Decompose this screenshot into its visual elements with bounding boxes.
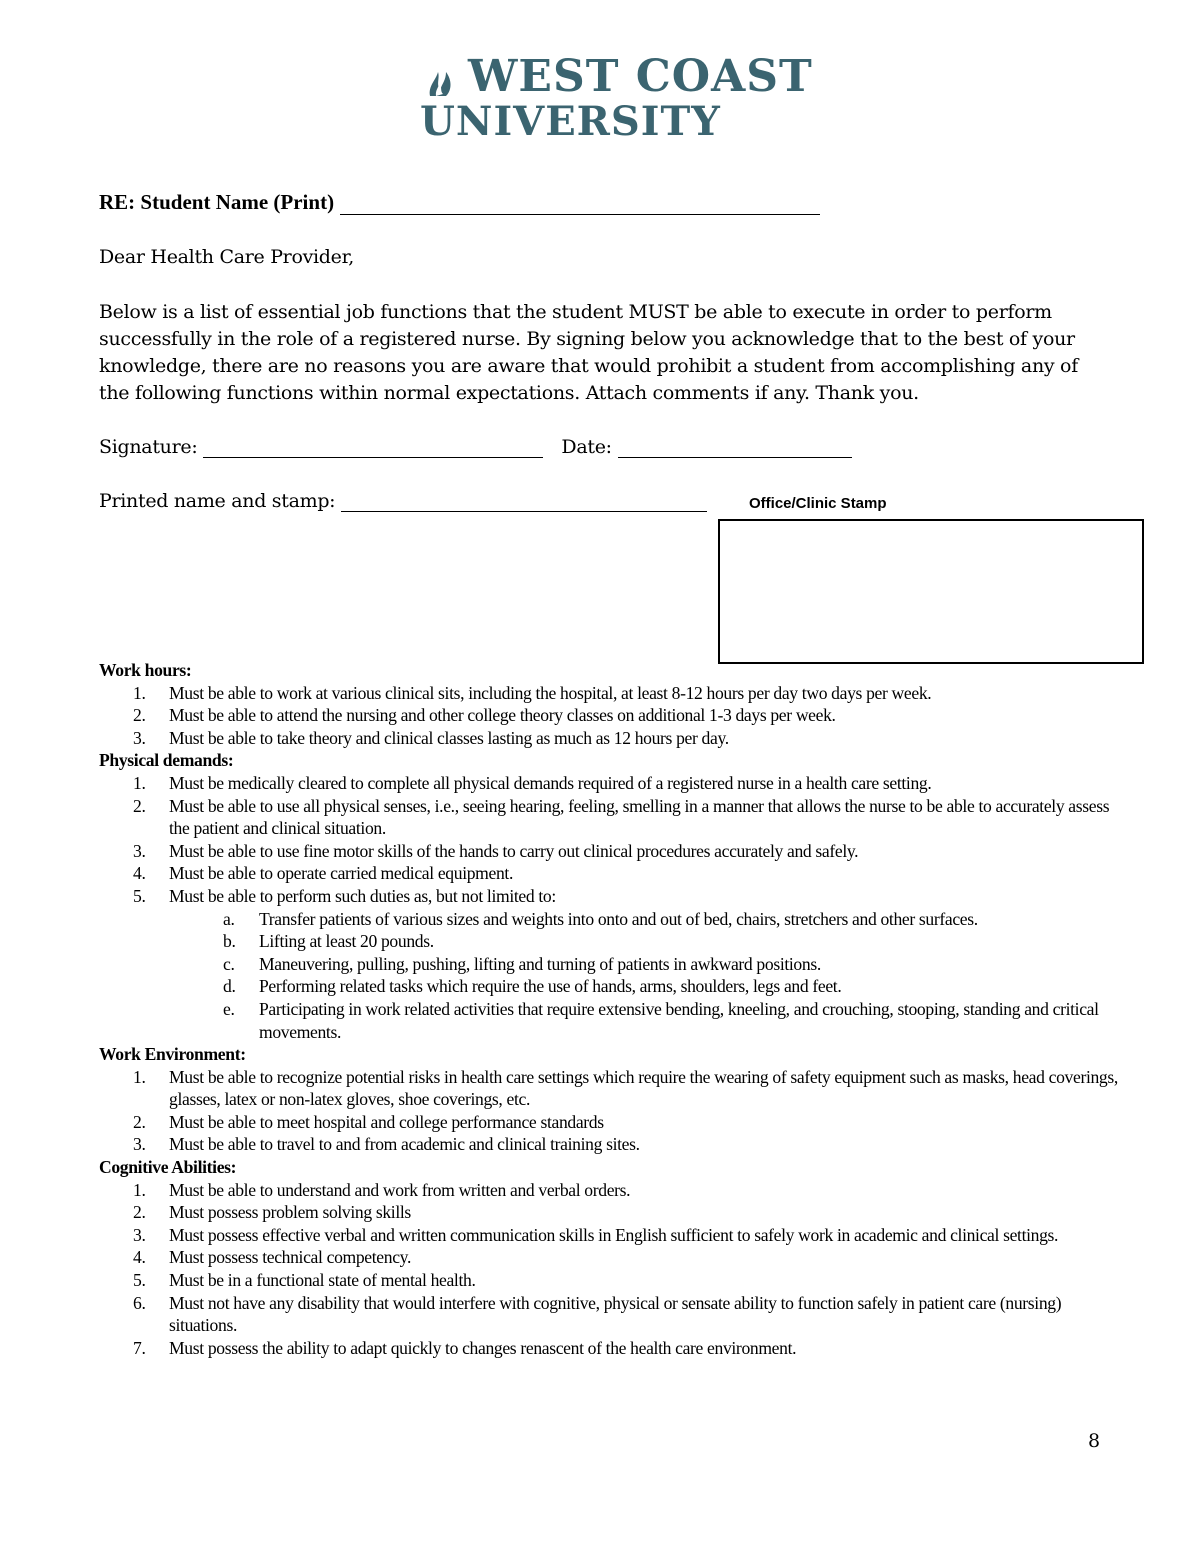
item-number: 3. — [133, 840, 146, 861]
item-text: Must possess the ability to adapt quickly to changes renascent of the health care environment. — [169, 1337, 797, 1358]
section-heading: Work hours: — [99, 660, 192, 680]
item-number: 1. — [133, 1066, 146, 1087]
student-name-label: RE: Student Name (Print) — [99, 190, 335, 214]
date-blank[interactable] — [618, 439, 852, 458]
item-number: 4. — [133, 863, 146, 884]
signature-blank[interactable] — [203, 439, 543, 458]
list-item — [99, 1224, 1119, 1247]
item-number: 3. — [133, 1134, 146, 1155]
list-item — [99, 1292, 1119, 1337]
logo-line1: WEST COAST — [468, 51, 813, 102]
list-item — [99, 840, 1119, 863]
list-item — [99, 1133, 1119, 1156]
item-number: 2. — [133, 705, 146, 726]
sub-list-item — [99, 908, 1119, 931]
item-number: 3. — [133, 1224, 146, 1245]
intro-paragraph: Below is a list of essential job functions that the student MUST be able to execute in order to perform successfully in the role of a registered nurse. By signing below you acknowledge that to the best of your knowledge, there are no reasons you are aware that would prohibit a student from accomplishing any of the following functions within normal expectations. Attach comments if any. Thank you. — [99, 301, 1078, 404]
list-item — [99, 1201, 1119, 1224]
printed-name-blank[interactable] — [341, 493, 707, 512]
list-item — [99, 1066, 1119, 1111]
subitem-letter: b. — [223, 931, 236, 952]
item-number: 5. — [133, 1270, 146, 1291]
salutation: Dear Health Care Provider, — [99, 246, 355, 268]
item-number: 5. — [133, 885, 146, 906]
list-item — [99, 862, 1119, 885]
item-number: 2. — [133, 795, 146, 816]
date-label: Date: — [561, 436, 612, 458]
list-item — [99, 772, 1119, 795]
item-number: 7. — [133, 1337, 146, 1358]
requirements-list — [99, 659, 1119, 1359]
item-text: Must possess problem solving skills — [169, 1202, 411, 1223]
item-number: 2. — [133, 1202, 146, 1223]
university-logo — [420, 51, 813, 145]
item-text: Must be able to meet hospital and college performance standards — [169, 1111, 604, 1132]
signature-label: Signature: — [99, 436, 198, 458]
item-text: Must be able to understand and work from written and verbal orders. — [169, 1179, 631, 1200]
subitem-text: Transfer patients of various sizes and weights into onto and out of bed, chairs, stretchers and other surfaces. — [259, 908, 978, 929]
subitem-text: Maneuvering, pulling, pushing, lifting and turning of patients in awkward positions. — [259, 953, 821, 974]
item-number: 1. — [133, 1179, 146, 1200]
item-text: Must be able to travel to and from academic and clinical training sites. — [169, 1134, 640, 1155]
list-item — [99, 1269, 1119, 1292]
item-text: Must be able to use all physical senses, i.e., seeing hearing, feeling, smelling in a manner that allows the nurse to be able to accurately assess the patient and clinical situation. — [169, 795, 1110, 839]
item-text: Must be able to work at various clinical sits, including the hospital, at least 8-12 hours per day two days per week. — [169, 682, 932, 703]
item-text: Must be able to take theory and clinical classes lasting as much as 12 hours per day. — [169, 727, 729, 748]
flame-icon — [422, 60, 462, 100]
student-name-blank[interactable] — [340, 194, 820, 215]
section-heading: Cognitive Abilities: — [99, 1157, 237, 1178]
item-text: Must possess technical competency. — [169, 1247, 412, 1268]
subitem-text: Performing related tasks which require the use of hands, arms, shoulders, legs and feet. — [259, 976, 842, 997]
item-text: Must be medically cleared to complete all physical demands required of a registered nurse in a health care setting. — [169, 772, 932, 793]
list-item — [99, 795, 1119, 840]
item-number: 3. — [133, 727, 146, 748]
item-text: Must be able to attend the nursing and other college theory classes on additional 1-3 days per week. — [169, 705, 836, 726]
page-number: 8 — [1088, 1430, 1101, 1452]
item-text: Must possess effective verbal and written communication skills in English sufficient to safely work in academic and clinical settings. — [169, 1224, 1059, 1245]
subitem-letter: d. — [223, 976, 236, 997]
subitem-letter: e. — [223, 998, 235, 1019]
logo-line2: UNIVERSITY — [420, 98, 721, 145]
printed-name-row — [99, 490, 707, 512]
list-item — [99, 1111, 1119, 1134]
item-text: Must not have any disability that would interfere with cognitive, physical or sensate ability to function safely in patient care (nursing) situations. — [169, 1292, 1062, 1336]
list-item — [99, 1337, 1119, 1360]
item-number: 6. — [133, 1292, 146, 1313]
item-number: 1. — [133, 682, 146, 703]
student-name-field — [99, 190, 820, 215]
sub-list-item — [99, 975, 1119, 998]
sub-list-item — [99, 998, 1119, 1043]
sub-list-item — [99, 930, 1119, 953]
item-text: Must be able to perform such duties as, but not limited to: — [169, 885, 556, 906]
list-item — [99, 727, 1119, 750]
item-text: Must be able to use fine motor skills of the hands to carry out clinical procedures accurately and safely. — [169, 840, 859, 861]
item-text: Must be in a functional state of mental health. — [169, 1270, 476, 1291]
subitem-letter: c. — [223, 953, 235, 974]
list-item — [99, 1179, 1119, 1202]
stamp-label: Office/Clinic Stamp — [749, 495, 887, 512]
stamp-box — [718, 519, 1144, 664]
signature-row — [99, 436, 852, 458]
item-number: 2. — [133, 1111, 146, 1132]
section-heading: Work Environment: — [99, 1044, 246, 1065]
sub-list-item — [99, 953, 1119, 976]
list-item — [99, 682, 1119, 705]
item-number: 4. — [133, 1247, 146, 1268]
item-number: 1. — [133, 772, 146, 793]
list-item — [99, 1246, 1119, 1269]
subitem-text: Participating in work related activities that require extensive bending, kneeling, and crouching, stooping, standing and critical movements. — [259, 998, 1099, 1042]
subitem-letter: a. — [223, 908, 235, 929]
section-heading: Physical demands: — [99, 750, 234, 771]
list-item — [99, 885, 1119, 908]
list-item — [99, 704, 1119, 727]
subitem-text: Lifting at least 20 pounds. — [259, 931, 434, 952]
item-text: Must be able to recognize potential risks in health care settings which require the wearing of safety equipment such as masks, head coverings, glasses, latex or non-latex gloves, shoe coverings, etc. — [169, 1066, 1118, 1110]
printed-name-label: Printed name and stamp: — [99, 490, 336, 512]
item-text: Must be able to operate carried medical equipment. — [169, 863, 514, 884]
